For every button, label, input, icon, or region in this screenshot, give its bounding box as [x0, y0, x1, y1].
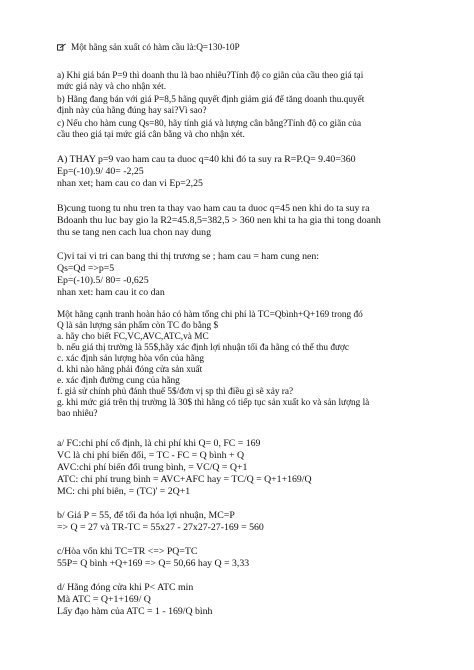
text-line: ATC: chi phí trung bình = AVC+AFC hay = TC/Q = Q+1+169/Q [57, 474, 312, 485]
text-line: b/ Giá P = 55, để tối đa hóa lợi nhuận, MC=P [57, 510, 235, 521]
text-line: cầu theo giá tại mức giá cân bằng và cho nhận xét. [57, 130, 245, 140]
text-line: e. xác định đường cung của hãng [57, 376, 180, 386]
text-line: g. khi mức giá trên thị trường là 30$ thì hãng có tiếp tục sản xuất ko và sản lượng là [57, 398, 370, 408]
text-line: mức giá này và cho nhận xét. [57, 82, 167, 92]
text-line: => Q = 27 và TR-TC = 55x27 - 27x27-27-169 = 560 [57, 522, 264, 533]
text-line: Qs=Qd =>p=5 [57, 263, 115, 274]
text-line: b) Hãng đang bán với giá P=8,5 hãng quyết định giảm giá để tăng doanh thu.quyết [57, 95, 365, 105]
text-line: nhan xet: ham cau it co dan [57, 287, 165, 298]
text-line: Bdoanh thu luc bay gio la R2=45.8,5=382,5 > 360 nen khi ta ha gia thi tong doanh [57, 215, 381, 226]
text-line: d. khi nào hãng phải đóng cửa sản xuất [57, 365, 203, 375]
text-line: nhan xet; ham cau co dan vi Ep=2,25 [57, 178, 203, 189]
text-line: thu se tang nen cach lua chon nay dung [57, 227, 211, 238]
text-line: MC: chi phí biên, = (TC)' = 2Q+1 [57, 486, 191, 497]
text-line: A) THAY p=9 vao ham cau ta duoc q=40 khi đó ta suy ra R=P.Q= 9.40=360 [57, 154, 356, 165]
text-line: Q là sản lượng sản phẩm còn TC đo bằng $ [57, 321, 219, 331]
text-line: VC là chi phí biến đổi, = TC - FC = Q bình + Q [57, 450, 245, 461]
text-line: Lấy đạo hàm của ATC = 1 - 169/Q bình [57, 606, 213, 617]
text-line: Một hãng sản xuất có hàm cầu là:Q=130-10P [71, 43, 240, 53]
text-line: c/Hòa vốn khi TC=TR <=> PQ=TC [57, 546, 198, 557]
text-line: C)vi tai vi tri can bang thi thị trương se ; ham cau = ham cung nen: [57, 251, 319, 262]
text-line: f. giả sử chính phủ đánh thuế 5$/đơn vị sp thì điều gì sẽ xảy ra? [57, 387, 294, 397]
text-line: a. hãy cho biết FC,VC,AVC,ATC,và MC [57, 332, 209, 342]
text-line: Mà ATC = Q+1+169/ Q [57, 594, 151, 605]
text-line: Ep=(-10).5/ 80= -0,625 [57, 275, 149, 286]
checkbox-pen-icon [57, 43, 66, 51]
text-line: c. xác định sản lượng hòa vốn của hãng [57, 354, 205, 364]
text-line: a/ FC:chi phí cố định, là chi phí khi Q= 0, FC = 169 [57, 438, 261, 449]
text-line: 55P= Q bình +Q+169 => Q= 50,66 hay Q = 3,33 [57, 558, 250, 569]
text-line: a) Khi giá bán P=9 thì doanh thu là bao nhiêu?Tính độ co giãn của cầu theo giá tại [57, 71, 364, 81]
text-line: d/ Hãng đóng cửa khi P< ATC min [57, 582, 194, 593]
text-line: b. nếu giá thị trường là 55$,hãy xác định lợi nhuận tối đa hãng có thể thu được [57, 343, 350, 353]
text-line: AVC:chi phí biến đổi trung bình, = VC/Q = Q+1 [57, 462, 248, 473]
text-line: bao nhiêu? [57, 409, 98, 419]
text-line: định này của hãng đúng hay sai?Vì sao? [57, 106, 207, 116]
text-line: Ep=(-10).9/ 40= -2,25 [57, 166, 144, 177]
text-line: B)cung tuong tu nhu tren ta thay vao ham cau ta duoc q=45 nen khi do ta suy ra [57, 203, 370, 214]
text-line: Một hãng cạnh tranh hoàn hảo có hàm tổng chi phí là TC=Qbình+Q+169 trong đó [57, 310, 363, 320]
text-line: c) Nếu cho hàm cung Qs=80, hãy tính giá và lượng cân bằng?Tính độ co giãn của [57, 119, 362, 129]
